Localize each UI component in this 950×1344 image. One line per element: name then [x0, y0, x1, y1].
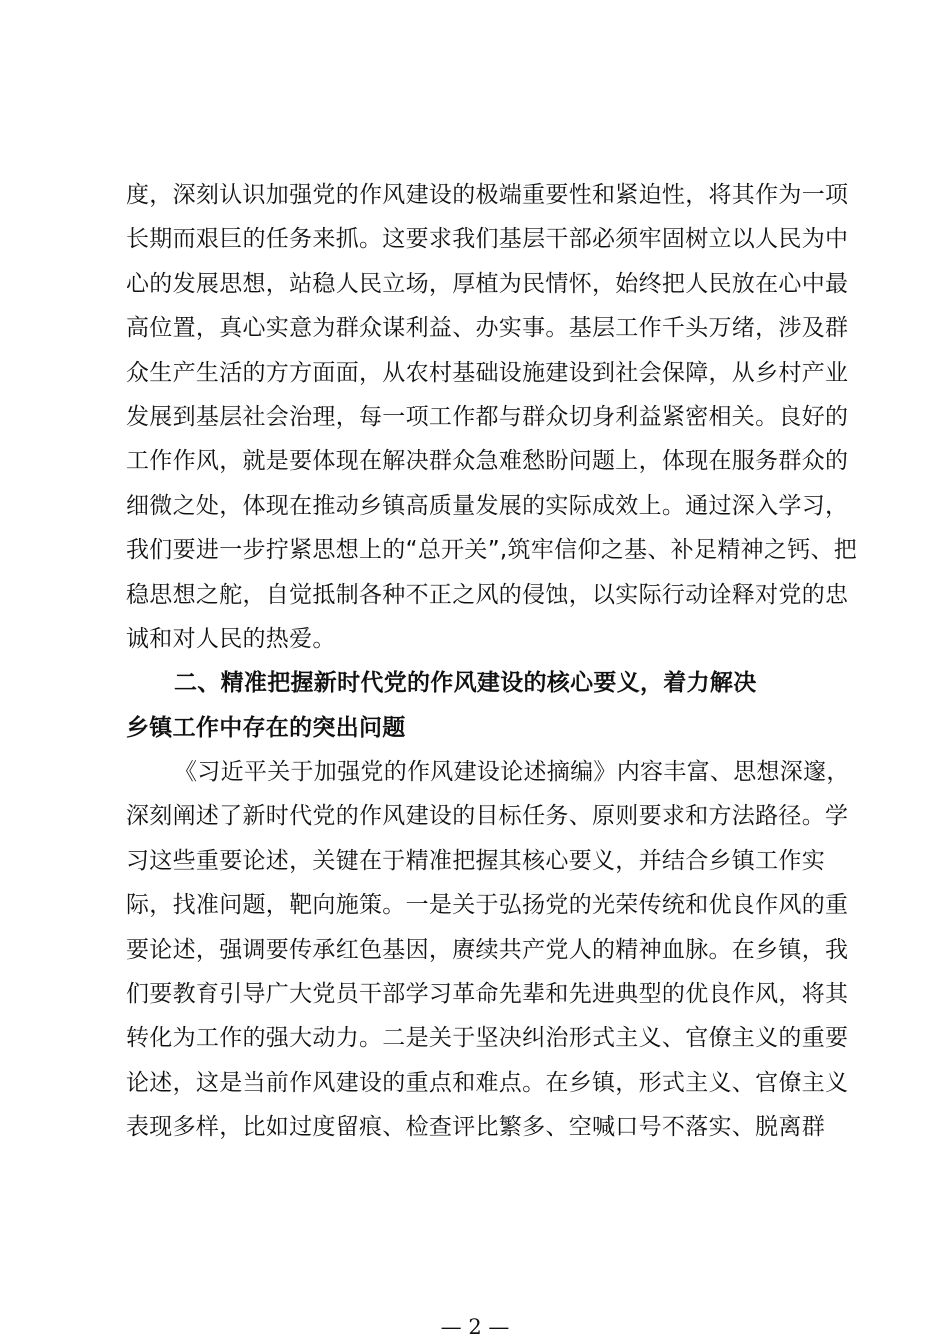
text-line: 发展到基层社会治理，每一项工作都与群众切身利益紧密相关。良好的 — [126, 403, 849, 430]
text-line: 工作作风，就是要体现在解决群众急难愁盼问题上，体现在服务群众的 — [126, 448, 849, 475]
text-line: 际，找准问题，靶向施策。一是关于弘扬党的光荣传统和优良作风的重 — [126, 892, 849, 919]
body-text — [126, 173, 858, 1150]
text-line: 细微之处，体现在推动乡镇高质量发展的实际成效上。通过深入学习， — [126, 492, 849, 519]
text-line: 我们要进一步拧紧思想上的“总开关”,筑牢信仰之基、补足精神之钙、把 — [126, 537, 858, 564]
text-line: 《习近平关于加强党的作风建设论述摘编》内容丰富、思想深邃， — [174, 759, 850, 786]
text-line: 深刻阐述了新时代党的作风建设的目标任务、原则要求和方法路径。学 — [126, 803, 849, 830]
section-heading-line: 二、精准把握新时代党的作风建设的核心要义，着力解决 — [174, 670, 757, 697]
text-line: 高位置，真心实意为群众谋利益、办实事。基层工作千头万绪，涉及群 — [126, 315, 849, 342]
text-line: 习这些重要论述，关键在于精准把握其核心要义，并结合乡镇工作实 — [126, 847, 825, 874]
text-line: 们要教育引导广大党员干部学习革命先辈和先进典型的优良作风，将其 — [126, 981, 849, 1008]
text-line: 要论述，强调要传承红色基因，赓续共产党人的精神血脉。在乡镇，我 — [126, 936, 849, 963]
text-line: 表现多样，比如过度留痕、检查评比繁多、空喊口号不落实、脱离群 — [126, 1114, 825, 1141]
text-line: 诚和对人民的热爱。 — [126, 625, 336, 652]
text-line: 心的发展思想，站稳人民立场，厚植为民情怀，始终把人民放在心中最 — [126, 270, 849, 297]
text-line: 度，深刻认识加强党的作风建设的极端重要性和紧迫性，将其作为一项 — [126, 182, 849, 208]
text-line: 稳思想之舵，自觉抵制各种不正之风的侵蚀，以实际行动诠释对党的忠 — [126, 581, 849, 608]
text-line: 论述，这是当前作风建设的重点和难点。在乡镇，形式主义、官僚主义 — [126, 1069, 849, 1096]
text-line: 长期而艰巨的任务来抓。这要求我们基层干部必须牢固树立以人民为中 — [126, 226, 849, 253]
text-line: 众生产生活的方方面面，从农村基础设施建设到社会保障，从乡村产业 — [126, 359, 849, 386]
section-heading-line: 乡镇工作中存在的突出问题 — [126, 714, 406, 741]
text-line: 转化为工作的强大动力。二是关于坚决纠治形式主义、官僚主义的重要 — [126, 1025, 849, 1052]
page-number: — 2 — — [440, 1315, 510, 1339]
